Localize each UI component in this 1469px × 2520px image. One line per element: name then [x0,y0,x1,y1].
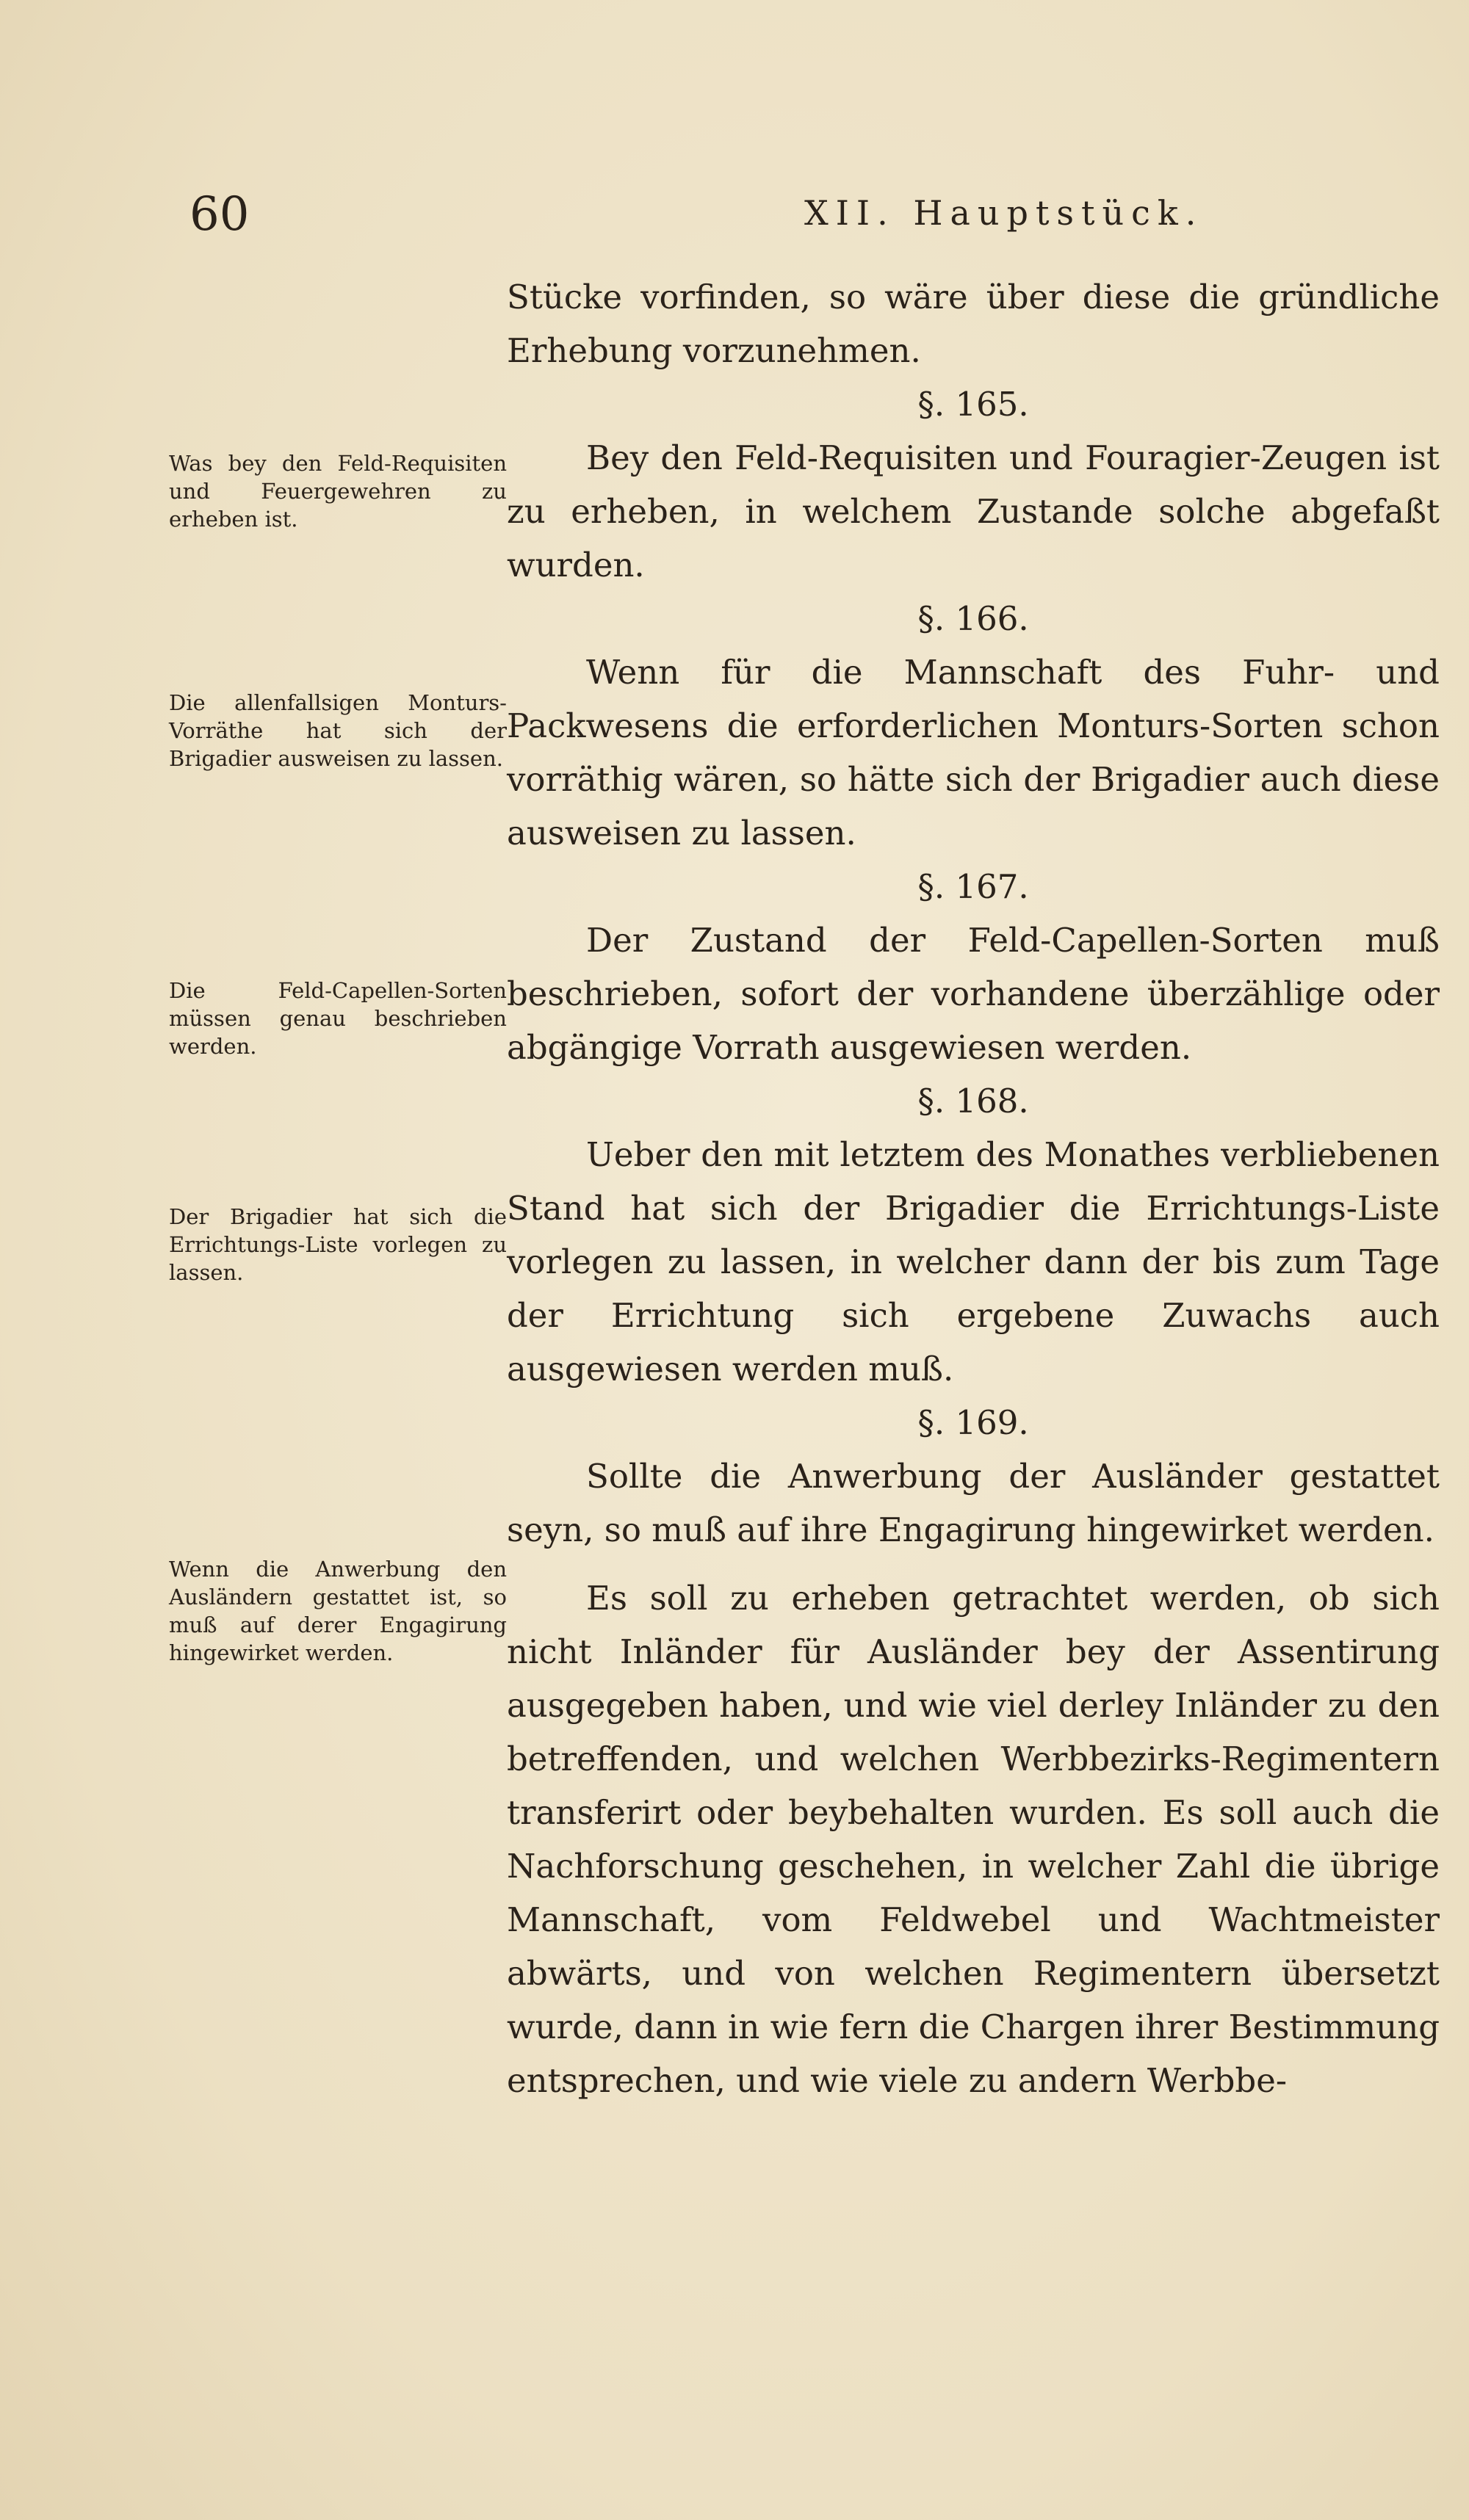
main-text [507,270,1440,2107]
margin-note: Die Feld-Capellen-Sorten müssen genau beschrieben werden. [169,978,507,1059]
running-head: XII. Hauptstück. [804,193,1204,233]
section-heading: §. 168. [917,1082,1029,1120]
section-heading: §. 169. [917,1403,1029,1442]
page-number: 60 [190,187,250,242]
section-paragraph: Bey den Feld-Requisiten und Fouragier-Zeugen ist zu erheben, in welchem Zustande solche abgefaßt wurden. [507,438,1440,584]
margin-notes [0,0,514,2520]
section-heading: §. 167. [917,867,1029,906]
section-paragraph: Wenn für die Mannschaft des Fuhr- und Packwesens die erforderlichen Monturs-Sorten schon vorräthig wären, so hätte sich der Brigadier auch diese ausweisen zu lassen. [507,653,1440,852]
margin-note: Was bey den Feld-Requisiten und Feuergewehren zu erheben ist. [169,451,507,532]
margin-note: Wenn die Anwerbung den Ausländern gestattet ist, so muß auf derer Engagirung hingewirket werden. [169,1557,507,1665]
section-paragraph: Der Zustand der Feld-Capellen-Sorten muß beschrieben, sofort der vorhandene überzählige oder abgängige Vorrath ausgewiesen werden. [507,921,1440,1067]
section-heading: §. 166. [917,599,1029,638]
margin-note: Die allenfallsigen Monturs-Vorräthe hat sich der Brigadier ausweisen zu lassen. [169,690,507,771]
section-heading: §. 165. [917,385,1029,424]
margin-note: Der Brigadier hat sich die Errichtungs-Liste vorlegen zu lassen. [169,1204,507,1285]
final-paragraph: Es soll zu erheben getrachtet werden, ob sich nicht Inländer für Ausländer bey der Assentirung ausgegeben haben, und wie viel derley Inländer zu den betreffenden, und welchen Werbbezirks-Regimentern transferirt oder beybehalten wurden. Es soll auch die Nachforschung geschehen, in welcher Zahl die übrige Mannschaft, vom Feldwebel und Wachtmeister abwärts, und von welchen Regimentern übersetzt wurde, dann in wie fern die Chargen ihrer Bestimmung entsprechen, und wie viele zu andern Werbbe- [507,1579,1440,2100]
section-paragraph: Sollte die Anwerbung der Ausländer gestattet seyn, so muß auf ihre Engagirung hingewirket werden. [507,1457,1440,1549]
intro-paragraph: Stücke vorfinden, so wäre über diese die gründliche Erhebung vorzunehmen. [507,278,1440,370]
section-paragraph: Ueber den mit letztem des Monathes verbliebenen Stand hat sich der Brigadier die Errichtungs-Liste vorlegen zu lassen, in welcher dann der bis zum Tage der Errichtung sich ergebene Zuwachs auch ausgewiesen werden muß. [507,1135,1440,1388]
